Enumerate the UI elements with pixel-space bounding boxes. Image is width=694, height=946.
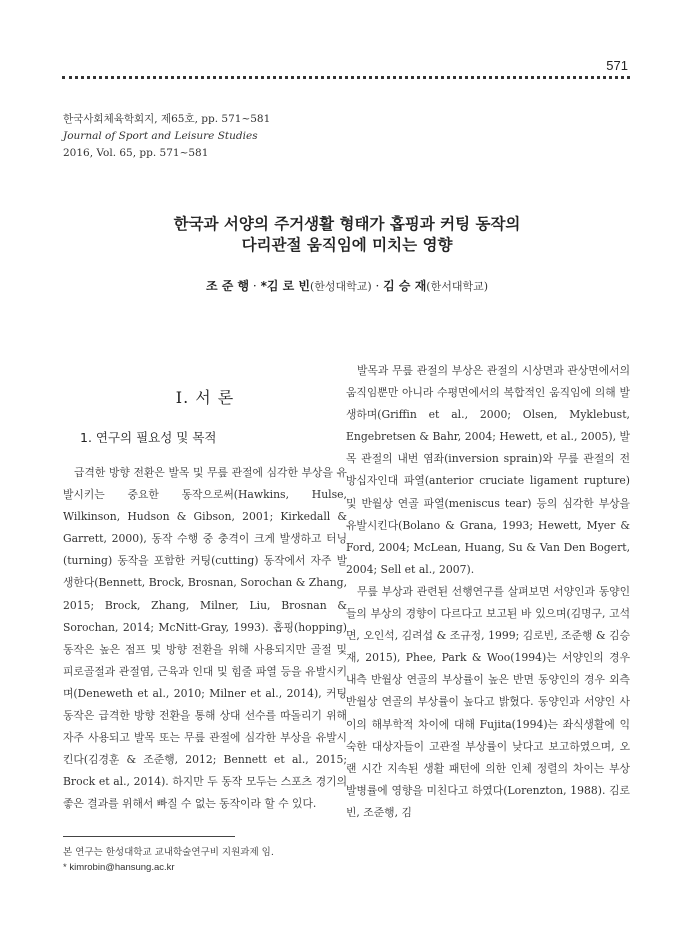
paper-title xyxy=(0,214,694,256)
footnote-funding: 본 연구는 한성대학교 교내학술연구비 지원과제 임. xyxy=(63,847,274,858)
author-1: 조 준 행 xyxy=(205,279,250,293)
paragraph: 급격한 방향 전환은 발목 및 무릎 관절에 심각한 부상을 유발시키는 중요한 동작으로써(Hawkins, Hulse, Wilkinson, Hudson & Gibson, 2001; Kirkedall & Garrett, 2000), 동작 수행 중 충격이 크게 발생하고 터닝(turning) 동작을 포함한 커팅(cutting) 동작에서 자주 발생한다(Bennett, Brock, Brosnan, Sorochan & Zhang, 2015; Brock, Zhang, Milner, Liu, Brosnan & Sorochan, 2014; McNitt-Gray, 1993). 홉핑(hopping) 동작은 높은 점프 및 방향 전환을 위해 사용되지만 골절 및 피로골절과 관절염, 근육과 인대 및 힘줄 파열 등을 유발시키며(Deneweth et al., 2010; Milner et al., 2014), 커팅 동작은 급격한 방향 전환을 통해 상대 선수를 따돌리기 위해 자주 사용되고 발목 또는 무릎 관절에 심각한 부상을 유발시킨다(김경훈 & 조준행, 2012; Bennett et al., 2015; Brock et al., 2014). 하지만 두 동작 모두는 스포츠 경기의 좋은 결과를 위해서 빠질 수 없는 동작이라 할 수 있다. xyxy=(63,466,347,811)
footnote-email: * kimrobin@hansung.ac.kr xyxy=(63,862,175,873)
author-line xyxy=(0,277,694,294)
paper-title-line1: 한국과 서양의 주거생활 형태가 홉핑과 커팅 동작의 xyxy=(173,215,521,233)
author-separator-2: · xyxy=(371,279,384,293)
author-3: 김 승 재 xyxy=(383,279,427,293)
journal-english: Journal of Sport and Leisure Studies xyxy=(63,130,258,142)
journal-volume: 2016, Vol. 65, pp. 571~581 xyxy=(63,147,209,159)
affiliation-1: (한성대학교) xyxy=(309,280,372,293)
section-heading: Ⅰ. 서 론 xyxy=(175,388,235,407)
author-2: *김 로 빈 xyxy=(260,279,310,293)
subsection-heading: 1. 연구의 필요성 및 목적 xyxy=(80,430,217,445)
paragraph: 발목과 무릎 관절의 부상은 관절의 시상면과 관상면에서의 움직임뿐만 아니라 수평면에서의 복합적인 움직임에 의해 발생하며(Griffin et al., 2000; Olsen, Myklebust, Engebretsen & Bahr, 2004; Hewett, et al., 2005), 발목 관절의 내번 염좌(inversion sprain)와 무릎 관절의 전방십자인대 파열(anterior cruciate ligament rupture) 및 반월상 연골 파열(meniscus tear) 등의 심각한 부상을 유발시킨다(Bolano & Grana, 1993; Hewett, Myer & Ford, 2004; McLean, Huang, Su & Van Den Bogert, 2004; Sell et al., 2007). xyxy=(346,364,630,576)
affiliation-2: (한서대학교) xyxy=(426,280,489,293)
header-dotted-rule xyxy=(62,76,630,79)
paragraph: 무릎 부상과 관련된 선행연구를 살펴보면 서양인과 동양인들의 부상의 경향이 다르다고 보고된 바 있으며(김명구, 고석면, 오인석, 김려섭 & 조규정, 1999; 김로빈, 조준행 & 김승재, 2015), Phee, Park & Woo(1994)는 서양인의 경우 내측 반월상 연골의 부상률이 높은 반면 동양인의 경우 외측 반월상 연골의 부상률이 높다고 밝혔다. 동양인과 서양인 사이의 해부학적 차이에 대해 Fujita(1994)는 좌식생활에 익숙한 대상자들이 고관절 부상률이 낮다고 보고하였으며, 오랜 시간 지속된 생활 패턴에 의한 인체 정렬의 차이는 부상 발병률에 영향을 미친다고 하였다(Lorenzton, 1988). 김로빈, 조준행, 김 xyxy=(346,584,630,819)
right-column xyxy=(346,360,630,824)
left-column xyxy=(63,462,347,816)
author-separator-1: · xyxy=(249,279,261,293)
journal-korean: 한국사회체육학회지, 제65호, pp. 571~581 xyxy=(63,113,271,125)
journal-info xyxy=(63,111,270,162)
paper-title-line2: 다리관절 움직임에 미치는 영향 xyxy=(241,236,453,254)
footnote-rule xyxy=(63,836,235,837)
page-number: 571 xyxy=(606,58,628,73)
